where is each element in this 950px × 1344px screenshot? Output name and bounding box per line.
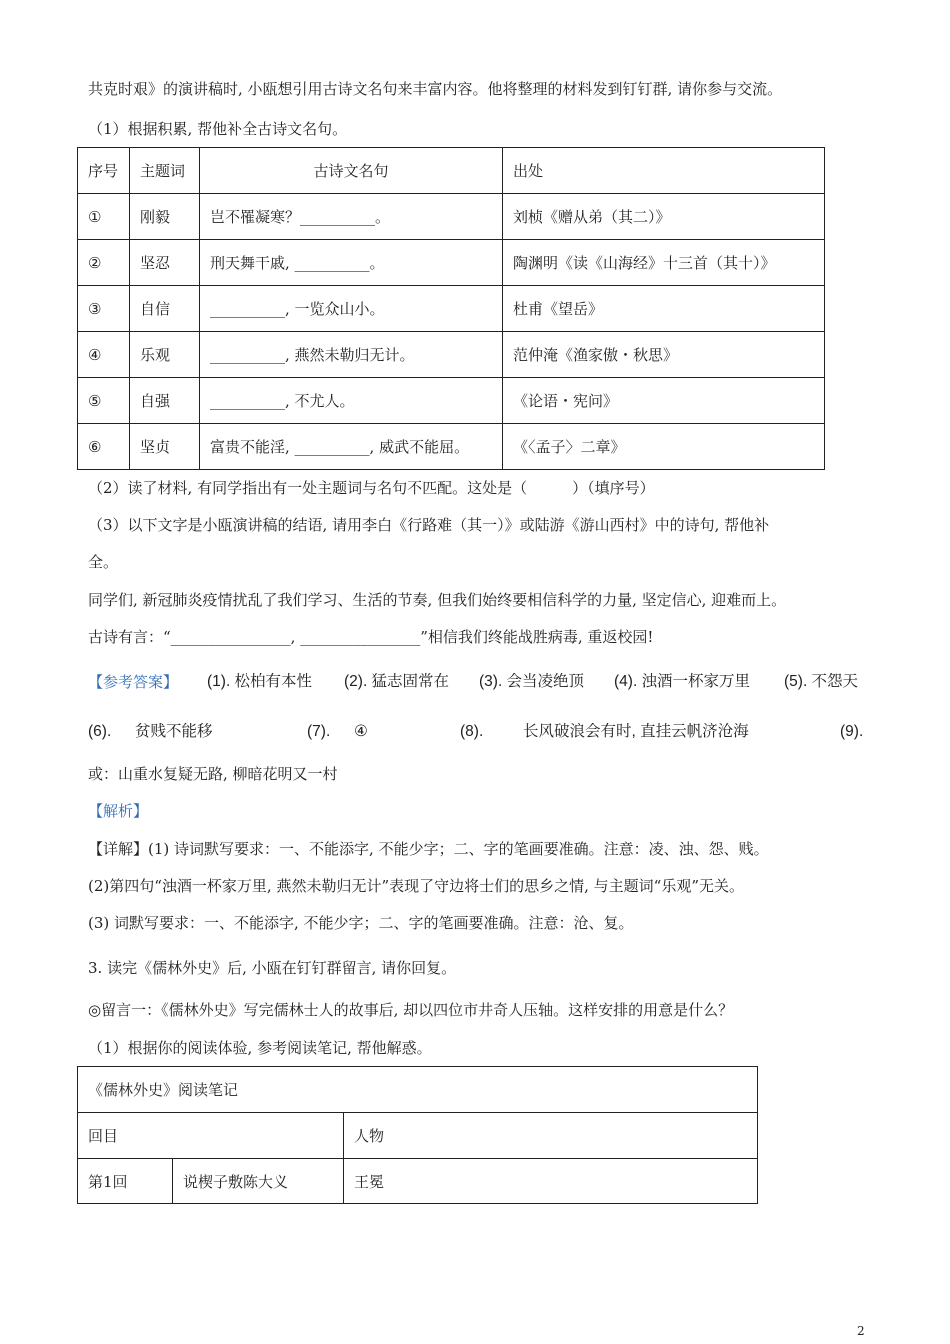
poem-source: 《〈孟子〉二章》 [503,424,825,470]
poem-line: 刑天舞干戚, __________。 [200,240,503,286]
analysis-detail-3: (3) 词默写要求：一、不能添字, 不能少字；二、字的笔画要准确。注意：沧、复。 [88,914,634,932]
poem-line: __________, 不尤人。 [200,378,503,424]
theme-word: 刚毅 [130,194,200,240]
reading-notes-table [77,1066,758,1204]
poem-source: 刘桢《赠从弟（其二）》 [503,194,825,240]
answer-item: (1). 松柏有本性 [207,673,313,690]
answer-item: (4). 浊酒一杯家万里 [614,673,751,690]
answer-number: (9). [840,723,864,740]
row-number: ③ [78,286,130,332]
row-number: ④ [78,332,130,378]
row-number: ① [78,194,130,240]
question-3-line-1: （3）以下文字是小瓯演讲稿的结语, 请用李白《行路难（其一）》或陆游《游山西村》中的诗句, 帮他补 [88,516,770,534]
page-number: 2 [857,1324,865,1338]
analysis-detail-2: (2)第四句“浊酒一杯家万里, 燕然未勒归无计”表现了守边将士们的思乡之情, 与主题词“乐观”无关。 [88,877,744,895]
theme-word: 自强 [130,378,200,424]
notes-title: 《儒林外史》阅读笔记 [78,1067,758,1113]
poem-source: 陶渊明《读《山海经》十三首（其十）》 [503,240,825,286]
intro-text: 共克时艰》的演讲稿时, 小瓯想引用古诗文名句来丰富内容。他将整理的材料发到钉钉群, 请你参与交流。 [88,80,783,98]
column-renwu: 人物 [344,1113,758,1159]
answer-item: (3). 会当凌绝顶 [479,673,585,690]
row-number: ⑥ [78,424,130,470]
chapter-person: 王冕 [344,1159,758,1204]
poem-source: 《论语・宪问》 [503,378,825,424]
table-row [78,424,825,470]
table-row [78,286,825,332]
answer-number: (8). [460,723,484,740]
detail-label: 【详解】 [88,840,149,858]
answer-item: (5). 不怨天 [784,673,859,690]
table-row [78,1159,758,1204]
header-cell: 主题词 [130,148,200,194]
theme-word: 坚贞 [130,424,200,470]
header-cell: 古诗文名句 [200,148,503,194]
poem-table-header [78,148,825,194]
question-3-line-2: 全。 [88,553,119,571]
answer-text: ④ [354,723,368,740]
table-row [78,240,825,286]
speech-line-2: 古诗有言：“________________, ________________”相信我们终能战胜病毒, 重返校园! [88,628,654,646]
detail-text: (1) 诗词默写要求：一、不能添字, 不能少字；二、字的笔画要准确。注意：凌、浊、怨、贱。 [148,840,769,858]
poem-line: 岂不罹凝寒？__________。 [200,194,503,240]
theme-word: 乐观 [130,332,200,378]
question-2: （2）读了材料, 有同学指出有一处主题词与名句不匹配。这处是（ ）（填序号） [88,479,655,497]
table-row [78,194,825,240]
poem-source: 杜甫《望岳》 [503,286,825,332]
answer-item: (2). 猛志固常在 [344,673,450,690]
row-number: ② [78,240,130,286]
poem-line: 富贵不能淫, __________, 威武不能屈。 [200,424,503,470]
speech-line-1: 同学们, 新冠肺炎疫情扰乱了我们学习、生活的节奏, 但我们始终要相信科学的力量, 坚定信心, 迎难而上。 [88,591,787,609]
analysis-detail-1 [88,838,769,860]
chapter-title: 说楔子敷陈大义 [173,1159,344,1204]
poem-line: __________, 一览众山小。 [200,286,503,332]
analysis-label: 【解析】 [88,802,149,820]
poem-line: __________, 燕然未勒归无计。 [200,332,503,378]
header-cell: 出处 [503,148,825,194]
table-row [78,332,825,378]
answer-alternative: 或：山重水复疑无路, 柳暗花明又一村 [88,765,338,783]
answer-text: 贫贱不能移 [135,723,213,740]
answer-label: 【参考答案】 [88,673,179,691]
question-3-title: 3. 读完《儒林外史》后, 小瓯在钉钉群留言, 请你回复。 [88,959,457,977]
header-cell: 序号 [78,148,130,194]
chapter-number: 第1回 [78,1159,173,1204]
theme-word: 自信 [130,286,200,332]
answer-number: (7). [307,723,331,740]
poem-source: 范仲淹《渔家傲・秋思》 [503,332,825,378]
question-3-sub-1: （1）根据你的阅读体验, 参考阅读笔记, 帮他解惑。 [88,1039,432,1057]
answer-text: 长风破浪会有时, 直挂云帆济沧海 [523,723,749,740]
column-huimu: 回目 [78,1113,344,1159]
message-1: ◎留言一：《儒林外史》写完儒林士人的故事后, 却以四位市井奇人压轴。这样安排的用意是什么？ [88,1001,734,1019]
poem-table [77,147,825,470]
table-row [78,378,825,424]
theme-word: 坚忍 [130,240,200,286]
answer-number: (6). [88,723,112,740]
question-1-label: （1）根据积累, 帮他补全古诗文名句。 [88,120,348,138]
row-number: ⑤ [78,378,130,424]
